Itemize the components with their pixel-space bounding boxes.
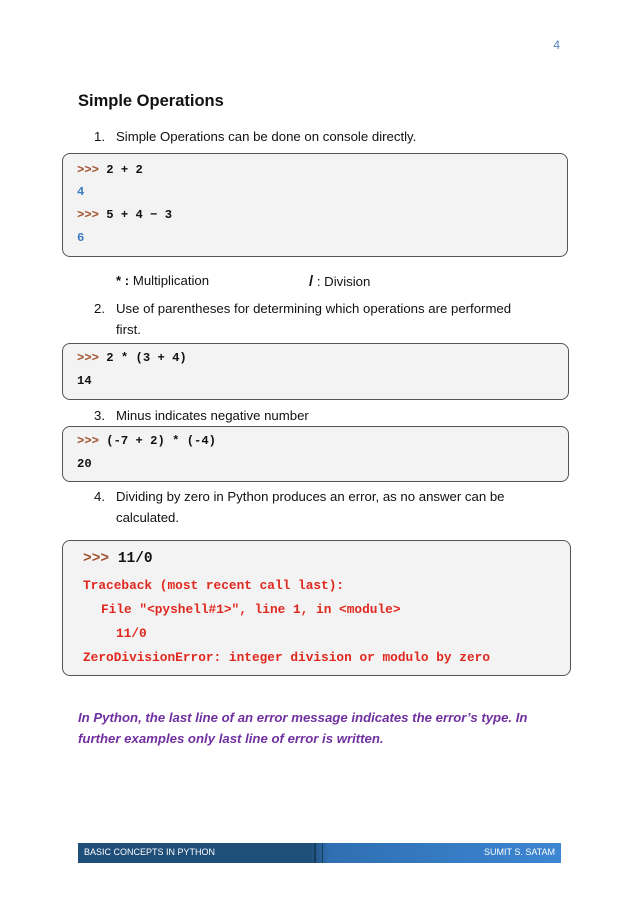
code-input: 5 + 4 − 3 bbox=[106, 208, 173, 222]
code-input: 2 * (3 + 4) bbox=[106, 351, 187, 365]
operator-multiplication bbox=[116, 273, 209, 288]
list-item-number: 1. bbox=[94, 129, 105, 144]
section-title: Simple Operations bbox=[78, 92, 224, 110]
code-output: 14 bbox=[77, 374, 92, 388]
traceback-file-line: File "<pyshell#1>", line 1, in <module> bbox=[101, 602, 401, 617]
code-prompt: >>> bbox=[77, 208, 99, 222]
list-item-text: Dividing by zero in Python produces an error, as no answer can be calculated. bbox=[116, 489, 505, 525]
footer-divider bbox=[314, 843, 316, 863]
list-item-text: Minus indicates negative number bbox=[116, 408, 309, 423]
code-prompt: >>> bbox=[77, 434, 99, 448]
error-note: In Python, the last line of an error message indicates the error’s type. In further examples only last line of error is written. bbox=[78, 710, 528, 746]
code-block-negative bbox=[62, 426, 569, 482]
footer-author: SUMIT S. SATAM bbox=[483, 847, 555, 857]
code-input: 11/0 bbox=[117, 551, 153, 567]
code-prompt: >>> bbox=[77, 163, 99, 177]
code-block-addition bbox=[62, 153, 568, 257]
multiplication-symbol: * : bbox=[116, 273, 130, 288]
list-item bbox=[94, 126, 536, 147]
page-footer bbox=[78, 843, 561, 863]
list-item bbox=[94, 405, 536, 426]
code-output: 20 bbox=[77, 457, 92, 471]
division-label: : Division bbox=[316, 274, 371, 289]
list-item-text: Simple Operations can be done on console directly. bbox=[116, 129, 417, 144]
code-input: (-7 + 2) * (-4) bbox=[106, 434, 216, 448]
code-input: 2 + 2 bbox=[106, 163, 143, 177]
code-block-parentheses bbox=[62, 343, 569, 400]
list-item-number: 3. bbox=[94, 408, 105, 423]
list-item bbox=[94, 486, 536, 528]
traceback-line: Traceback (most recent call last): bbox=[83, 578, 345, 593]
code-output: 6 bbox=[77, 231, 85, 245]
operator-division bbox=[309, 273, 370, 290]
page-number: 4 bbox=[553, 38, 560, 52]
division-symbol: / bbox=[309, 273, 314, 290]
footer-title: BASIC CONCEPTS IN PYTHON bbox=[84, 847, 216, 857]
error-type-line: ZeroDivisionError: integer division or modulo by zero bbox=[83, 650, 491, 665]
footer-divider bbox=[322, 843, 323, 863]
list-item-number: 2. bbox=[94, 301, 105, 316]
multiplication-label: Multiplication bbox=[132, 273, 210, 288]
code-block-zero-division bbox=[62, 540, 571, 676]
traceback-code-line: 11/0 bbox=[116, 626, 147, 641]
list-item bbox=[94, 298, 536, 340]
code-prompt: >>> bbox=[77, 351, 99, 365]
list-item-number: 4. bbox=[94, 489, 105, 504]
code-prompt: >>> bbox=[83, 551, 110, 567]
code-output: 4 bbox=[77, 185, 85, 199]
list-item-text: Use of parentheses for determining which operations are performed first. bbox=[116, 301, 512, 337]
